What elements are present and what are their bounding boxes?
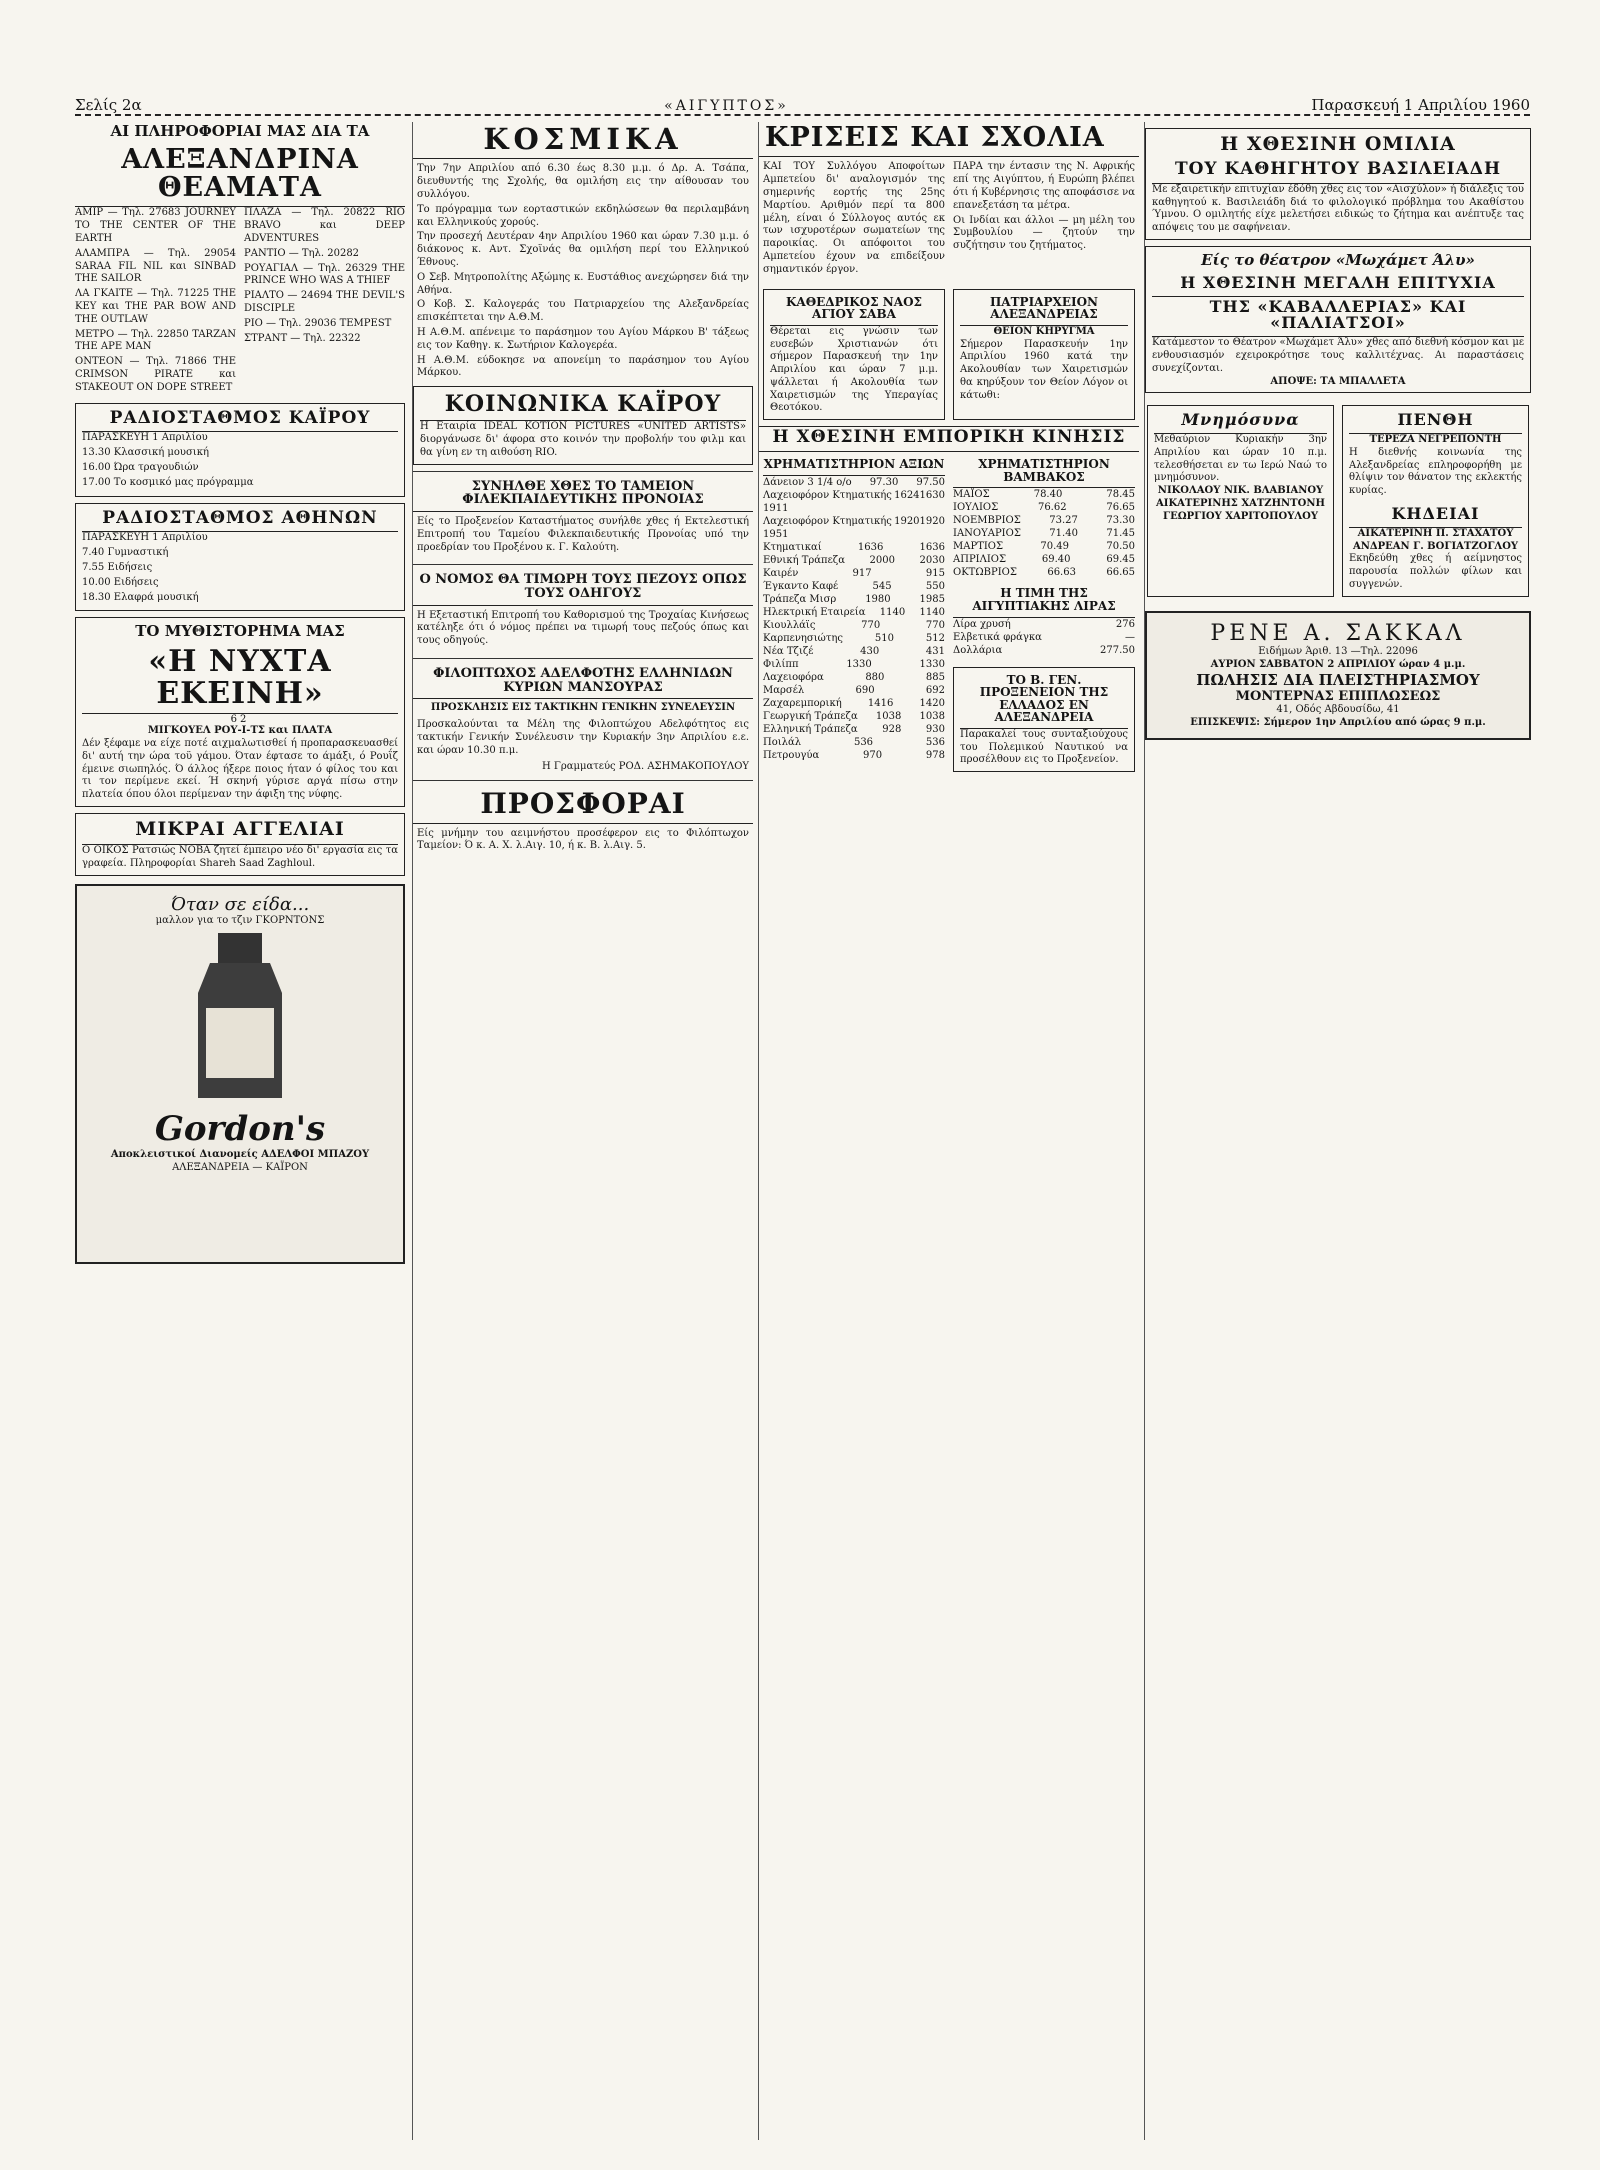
- radio-line: 17.00 Το κοσμικό μας πρόγραμμα: [82, 476, 254, 488]
- brotherhood-title: ΦΙΛΟΠΤΩΧΟΣ ΑΔΕΛΦΟΤΗΣ ΕΛΛΗΝΙΔΩΝ ΚΥΡΙΩΝ ΜΑΝΣΟΥΡΑΣ: [413, 665, 753, 699]
- table-cell: ΙΟΥΛΙΟΣ: [953, 502, 999, 514]
- table-cell: —: [1125, 631, 1135, 643]
- table-cell: 76.65: [1106, 502, 1135, 514]
- theater-head-1: Η ΧΘΕΣΙΝΗ ΜΕΓΑΛΗ ΕΠΙΤΥΧΙΑ: [1152, 273, 1524, 297]
- table-row: [953, 527, 1135, 540]
- ad-title: ΡΕΝΕ Α. ΣΑΚΚΑΛ: [1210, 620, 1466, 646]
- table-row: [763, 671, 945, 684]
- table-cell: 277.50: [1100, 644, 1135, 656]
- ad-subline: μαλλον για το τζιν ΓΚΟΡΝΤΟΝΣ: [155, 914, 325, 926]
- table-cell: 1416: [867, 697, 894, 709]
- table-row: [953, 644, 1135, 657]
- table-cell: 510: [874, 632, 894, 644]
- patriarchate-title: ΠΑΤΡΙΑΡΧΕΙΟΝ ΑΛΕΞΑΝΔΡΕΙΑΣ: [960, 294, 1128, 326]
- serial-name: «Η ΝΥΧΤΑ ΕΚΕΙΝΗ»: [82, 644, 398, 714]
- offers-title: ΠΡΟΣΦΟΡΑΙ: [413, 787, 753, 823]
- table-cell: 1985: [919, 593, 945, 605]
- lecture-title-1: Η ΧΘΕΣΙΝΗ ΟΜΙΛΙΑ: [1220, 133, 1456, 155]
- memorial-name-1: ΝΙΚΟΛΑΟΥ ΝΙΚ. ΒΛΑΒΙΑΝΟΥ: [1157, 485, 1324, 497]
- table-cell: ΑΠΡΙΛΙΟΣ: [953, 554, 1007, 566]
- table-cell: 1140: [919, 606, 945, 618]
- stocks-title: ΧΡΗΜΑΤΙΣΤΗΡΙΟΝ ΑΞΙΩΝ: [763, 456, 945, 476]
- table-cell: 1920: [919, 515, 945, 527]
- consulate-text: Παρακαλεί τους συνταξιούχους του Πολεμικού Ναυτικού να προσέλθουν εις το Προξενείον.: [960, 728, 1128, 766]
- radio-line: 7.40 Γυμναστική: [82, 547, 169, 559]
- news-item: Ο Σεβ. Μητροπολίτης Αξώμης κ. Ευστάθιος ανεχώρησεν διά την Αθήνα.: [417, 271, 749, 296]
- ad-tagline: Όταν σε είδα...: [170, 893, 310, 915]
- stocks-table: [763, 476, 945, 762]
- cinema-item: ΣΤΡΑΝΤ — Τηλ. 22322: [244, 332, 361, 344]
- column-1: [75, 122, 405, 2140]
- cotton-title: ΧΡΗΜΑΤΙΣΤΗΡΙΟΝ ΒΑΜΒΑΚΟΣ: [953, 456, 1135, 488]
- consulate-title: ΤΟ Β. ΓΕΝ. ΠΡΟΞΕΝΕΙΟΝ ΤΗΣ ΕΛΛΑΔΟΣ ΕΝ ΑΛΕΞΑΝΔΡΕΙΑ: [960, 672, 1128, 729]
- table-row: [763, 515, 945, 541]
- table-cell: Φιλίππ: [763, 658, 799, 670]
- table-row: [763, 710, 945, 723]
- social-cairo-box: [413, 386, 753, 464]
- cinema-item: ΑΛΑΜΠΡΑ — Τηλ. 29054 SARAA FIL NIL και SINBAD THE SAILOR: [75, 247, 236, 285]
- cinema-item: ΟΝΤΕΟΝ — Τηλ. 71866 THE CRIMSON PIRATE και STAKEOUT ON DOPE STREET: [75, 356, 236, 393]
- table-cell: 770: [925, 619, 945, 631]
- table-cell: ΙΑΝΟΥΑΡΙΟΣ: [953, 528, 1021, 540]
- table-cell: Πετρουγύα: [763, 749, 820, 761]
- cinema-item: ΡΑΝΤΙΟ — Τηλ. 20282: [244, 247, 360, 259]
- page-number: Σελίς 2α: [75, 96, 142, 114]
- table-cell: Λαχειοφόρον Κτηματικής 1911: [763, 489, 892, 514]
- mourning-title: ΠΕΝΘΗ: [1349, 410, 1522, 434]
- table-cell: Λαχειοφόρον Κτηματικής 1951: [763, 515, 892, 540]
- table-cell: 73.30: [1106, 515, 1135, 527]
- table-cell: ΜΑΡΤΙΟΣ: [953, 541, 1004, 553]
- theater-subtitle: ΑΠΟΨΕ: ΤΑ ΜΠΑΛΛΕΤΑ: [1270, 375, 1406, 387]
- table-cell: 928: [882, 723, 902, 735]
- auction-advertisement: [1145, 611, 1531, 740]
- gin-bottle-illustration: [170, 933, 310, 1103]
- table-row: [763, 684, 945, 697]
- ad-line-5: 41, Οδός Αβδουσίδω, 41: [1276, 704, 1400, 716]
- table-row: [953, 514, 1135, 527]
- ad-line-1: Ειδήμων Άριθ. 13 —Τηλ. 22096: [1258, 645, 1418, 657]
- serial-author: ΜΙΓΚΟΥΕΛ ΡΟΥ-Ι-ΤΣ και ΠΛΑΤΑ: [147, 725, 333, 737]
- table-row: [763, 697, 945, 710]
- ad-line-4: ΜΟΝΤΕΡΝΑΣ ΕΠΙΠΛΩΣΕΩΣ: [1235, 689, 1441, 705]
- classifieds-box: [75, 813, 405, 876]
- table-row: [763, 606, 945, 619]
- ad-line-6: ΕΠΙΣΚΕΨΙΣ: Σήμερον 1ην Απριλίου από ώρας 9 π.μ.: [1190, 717, 1486, 729]
- table-cell: 970: [863, 749, 883, 761]
- theatres-title-line1: ΑΙ ΠΛΗΡΟΦΟΡΙΑΙ ΜΑΣ ΔΙΑ ΤΑ: [110, 122, 370, 140]
- table-cell: Λίρα χρυσή: [953, 618, 1011, 630]
- table-cell: 76.62: [1037, 502, 1067, 514]
- table-row: [763, 541, 945, 554]
- radio-line: 7.55 Ειδήσεις: [82, 562, 153, 574]
- news-item: Το πρόγραμμα των εορταστικών εκδηλώσεων θα περιλαμβάνη και Ελληνικούς χορούς.: [417, 203, 749, 228]
- table-cell: 545: [872, 580, 892, 592]
- table-cell: Ζαχαρεμπορική: [763, 697, 842, 709]
- table-cell: Ποιλάλ: [763, 736, 802, 748]
- table-cell: Δολλάρια: [953, 644, 1003, 656]
- serial-text: Δέν ξέφαμε να είχε ποτέ αιχμαλωτισθεί ή προπαρασκευασθεί δι' αυτή την ώρα τοϋ γάμου. Όταν έφτασε το άμάξι, ό Ρουΐζ έμεινε σιωπηλός. Ό άλλος ήξερε ποιος ήταν ό φίλος του και τι τον περίμενε εκεί. Ή σκηνή γύρισε αργά πίσω στην πλατεία όπου όλοι περίμεναν την άφιξη της νύφης.: [82, 738, 398, 801]
- column-3: [758, 122, 1139, 2140]
- table-cell: 2030: [919, 554, 945, 566]
- table-row: [953, 631, 1135, 644]
- cotton-table: [953, 488, 1135, 579]
- table-cell: 1636: [919, 541, 945, 553]
- table-cell: 1038: [919, 710, 945, 722]
- table-row: [763, 580, 945, 593]
- table-cell: Ηλεκτρική Εταιρεία: [763, 606, 866, 618]
- table-row: [953, 618, 1135, 631]
- funerals-title: ΚΗΔΕΙΑΙ: [1349, 504, 1522, 528]
- table-cell: ΝΟΕΜΒΡΙΟΣ: [953, 515, 1021, 527]
- table-cell: 1630: [919, 489, 945, 501]
- table-cell: 880: [865, 671, 885, 683]
- theater-box: [1145, 246, 1531, 393]
- table-cell: 71.45: [1106, 528, 1135, 540]
- law-text: Η Εξεταστική Επιτροπή του Καθορισμού της Τροχαίας Κινήσεως κατέληξε ότι ό νόμος πρέπει να τιμωρή τους πεζούς όπως και τους οδηγούς.: [417, 609, 749, 647]
- theater-head-2: ΤΗΣ «ΚΑΒΑΛΛΕΡΙΑΣ» ΚΑΙ «ΠΑΛΙΑΤΣΟΙ»: [1152, 297, 1524, 338]
- table-row: [763, 632, 945, 645]
- prices-table: [953, 618, 1135, 657]
- comments-title: ΚΡΙΣΕΙΣ ΚΑΙ ΣΧΟΛΙΑ: [759, 122, 1139, 157]
- table-cell: Ελληνική Τράπεζα: [763, 723, 858, 735]
- table-cell: 770: [861, 619, 881, 631]
- cathedral-text: Θέρεται εις γνώσιν των ευσεβών Χριστιανών ότι σήμερον Παρασκευή την 1ην Απριλίου και ώραν 7 μ.μ. ψάλλεται ή Ακολουθία των Χαιρετισμών της Υπεραγίας Θεοτόκου.: [770, 325, 938, 414]
- cinema-item: ΛΑ ΓΚΑΙΤΕ — Τηλ. 71225 THE KEY και THE PAR BOW AND THE OUTLAW: [75, 288, 236, 325]
- patriarchate-text: Σήμερον Παρασκευήν 1ην Απριλίου 1960 κατά την Ακολουθίαν των Χαιρετισμών θα κηρύξουν τον Θείον Λόγον οι κάτωθι:: [960, 338, 1128, 401]
- table-row: [763, 645, 945, 658]
- lecture-title-2: ΤΟΥ ΚΑΘΗΓΗΤΟΥ ΒΑΣΙΛΕΙΑΔΗ: [1152, 159, 1524, 184]
- church-notices: [759, 283, 1139, 427]
- table-cell: 915: [925, 567, 945, 579]
- memorial-text: Μεθαύριον Κυριακήν 3ην Απριλίου και ώραν 10 π.μ. τελεσθήσεται εν τω Ιερώ Ναώ το μνημόσυνον.: [1154, 434, 1327, 484]
- cinema-listings: [75, 207, 405, 396]
- table-cell: Έγκαντο Καφέ: [763, 580, 839, 592]
- ad-line-2: ΑΥΡΙΟΝ ΣΑΒΒΑΤΟΝ 2 ΑΠΡΙΛΙΟΥ ώραν 4 μ.μ.: [1210, 658, 1466, 670]
- table-cell: 1636: [857, 541, 884, 553]
- table-cell: Κιουλλάϊς: [763, 619, 816, 631]
- table-cell: Καρπενησιώτης: [763, 632, 843, 644]
- table-cell: 917: [852, 567, 872, 579]
- memorial-title: Μνημόσυνα: [1154, 410, 1327, 434]
- notices-grid: [1145, 399, 1531, 603]
- brotherhood-signature: Η Γραμματεύς ΡΟΔ. ΑΣΗΜΑΚΟΠΟΥΛΟΥ: [542, 761, 749, 773]
- table-row: [953, 540, 1135, 553]
- brotherhood-text: Προσκαλούνται τα Μέλη της Φιλοπτώχου Αδελφότητος εις τακτικήν Γενικήν Συνέλευσιν την Κυριακήν 3ην Απριλίου ε.ε. και ώραν 10.30 π.μ.: [417, 719, 749, 756]
- table-cell: Νέα Τζιζέ: [763, 645, 814, 657]
- mourning-text: Η διεθνής κοινωνία της Αλεξανδρείας επληροφορήθη με θλίψιν τον θάνατον της εκλεκτής κυρίας.: [1349, 446, 1522, 497]
- table-cell: Ελβετικά φράγκα: [953, 631, 1042, 643]
- radio-line: 13.30 Κλασσική μουσική: [82, 447, 209, 459]
- classified-text: Ο ΟΙΚΟΣ Ρατσιώς ΝΟΒΑ ζητεί έμπειρο νέο δι' εργασία εις τα γραφεία. Πληροφορίαι Shareh Saad Zaghloul.: [82, 844, 398, 869]
- table-cell: ΜΑΪΟΣ: [953, 489, 990, 501]
- theatres-title-line2: ΑΛΕΞΑΝΔΡΙΝΑ ΘΕΑΜΑΤΑ: [75, 144, 405, 208]
- table-cell: Τράπεζα Μισρ: [763, 593, 837, 605]
- table-cell: 78.45: [1106, 489, 1135, 501]
- newspaper-name: «ΑΙΓΥΠΤΟΣ»: [664, 98, 789, 114]
- column-4: [1144, 122, 1531, 2140]
- table-row: [953, 566, 1135, 579]
- social-title: ΚΟΙΝΩΝΙΚΑ ΚΑΪΡΟΥ: [420, 391, 746, 421]
- theater-title: Είς το θέατρον «Μωχάμετ Άλυ»: [1201, 250, 1475, 269]
- table-cell: 1140: [879, 606, 906, 618]
- table-row: [763, 749, 945, 762]
- news-item: Η Α.Θ.Μ. εύδοκησε να απονείμη το παράσημον του Αγίου Μάρκου.: [417, 354, 749, 379]
- gordons-advertisement: [75, 884, 405, 1264]
- table-cell: 1624: [894, 489, 920, 501]
- table-row: [763, 658, 945, 671]
- table-cell: Καιρέν: [763, 567, 799, 579]
- table-cell: Δάνειον 3 1/4 ο/ο: [763, 476, 852, 488]
- radio-line: ΠΑΡΑΣΚΕΥΗ 1 Απριλίου: [82, 432, 208, 444]
- theater-text: Κατάμεστον το Θέατρον «Μωχάμετ Άλυ» χθες από διεθνή κόσμον και με ενθουσιασμόν εχειροκρότησε τους καλλιτέχνας. Αι παραστάσεις συνεχίζονται.: [1152, 337, 1524, 374]
- table-cell: 2000: [869, 554, 895, 566]
- lecture-text: Με εξαιρετικήν επιτυχίαν έδόθη χθες εις τον «Αισχύλον» ή διάλεξις του καθηγητού κ. Βασιλειάδη διά το φιλολογικό πρόβλημα του Ακαθίστου Ύμνου. Ο ομιλητής είχε μελετήσει ειδικώς το ζήτημα και ανέπτυξε τας απόψεις του με σαφήνειαν.: [1152, 183, 1524, 234]
- table-cell: 66.65: [1106, 567, 1135, 579]
- table-row: [763, 736, 945, 749]
- table-cell: 97.30: [869, 476, 899, 488]
- table-cell: 71.40: [1049, 528, 1078, 540]
- radio-line: 18.30 Ελαφρά μουσική: [82, 591, 199, 603]
- table-cell: 66.63: [1047, 567, 1076, 579]
- table-row: [763, 554, 945, 567]
- column-2: [412, 122, 753, 2140]
- table-cell: 70.49: [1040, 541, 1070, 553]
- table-row: [763, 489, 945, 515]
- table-row: [953, 553, 1135, 566]
- table-cell: 430: [860, 645, 880, 657]
- radio-athens-title: ΡΑΔΙΟΣΤΑΘΜΟΣ ΑΘΗΝΩΝ: [82, 508, 398, 533]
- memorial-name-3: ΓΕΩΡΓΙΟΥ ΧΑΡΙΤΟΠΟΥΛΟΥ: [1162, 510, 1319, 522]
- cinema-item: ΜΕΤΡΟ — Τηλ. 22850 TARZAN THE APE MAN: [75, 328, 236, 353]
- table-cell: 1420: [919, 697, 945, 709]
- memorial-name-2: ΑΙΚΑΤΕΡΙΝΗΣ ΧΑΤΖΗΝΤΟΝΗ: [1156, 498, 1325, 510]
- table-cell: ΟΚΤΩΒΡΙΟΣ: [953, 567, 1017, 579]
- table-cell: 930: [925, 723, 945, 735]
- cinema-item: ΠΛΑΖΑ — Τηλ. 20822 RIO BRAVO και DEEP ADVENTURES: [244, 207, 405, 245]
- table-cell: 1920: [894, 515, 920, 527]
- news-item: Την προσεχή Δευτέραν 4ην Απριλίου 1960 και ώραν 7.30 μ.μ. ό διάκονος κ. Αντ. Σχοϊνάς θα ομιλήση περί του Ελληνικού Έθνους.: [417, 231, 749, 269]
- serial-episode: 62: [230, 714, 250, 726]
- patriarchate-subtitle: ΘΕΙΟΝ ΚΗΡΥΓΜΑ: [993, 325, 1095, 337]
- brotherhood-subtitle: ΠΡΟΣΚΛΗΣΙΣ ΕΙΣ ΤΑΚΤΙΚΗΝ ΓΕΝΙΚΗΝ ΣΥΝΕΛΕΥΣΙΝ: [430, 702, 736, 714]
- news-item: Ο Κοβ. Σ. Καλογεράς του Πατριαρχείου της Αλεξανδρείας επισκέπτεται την Α.Θ.Μ.: [417, 299, 749, 324]
- funeral-text: Εκηδεύθη χθες ή αείμνηστος παρουσία πολλών φίλων και συγγενών.: [1349, 553, 1522, 591]
- table-cell: 536: [925, 736, 945, 748]
- table-cell: Κτηματικαί: [763, 541, 822, 553]
- funeral-name-1: ΑΙΚΑΤΕΡΙΝΗ Π. ΣΤΑΧΑΤΟΥ: [1357, 527, 1514, 539]
- table-cell: 97.50: [916, 476, 945, 488]
- law-title: Ο ΝΟΜΟΣ ΘΑ ΤΙΜΩΡΗ ΤΟΥΣ ΠΕΖΟΥΣ ΟΠΩΣ ΤΟΥΣ ΟΔΗΓΟΥΣ: [413, 571, 753, 605]
- ad-line-3: ΠΩΛΗΣΙΣ ΔΙΑ ΠΛΕΙΣΤΗΡΙΑΣΜΟΥ: [1196, 671, 1480, 690]
- serial-title: ΤΟ ΜΥΘΙΣΤΟΡΗΜΑ ΜΑΣ: [135, 622, 345, 641]
- table-cell: 885: [925, 671, 945, 683]
- society-title: ΚΟΣΜΙΚΑ: [413, 122, 753, 159]
- table-cell: 276: [1115, 618, 1135, 630]
- table-row: [763, 567, 945, 580]
- table-row: [763, 593, 945, 606]
- table-cell: Λαχειοφόρα: [763, 671, 824, 683]
- table-cell: 73.27: [1049, 515, 1078, 527]
- comment-paragraph: ΠΑΡΑ την έντασιν της Ν. Αφρικής επί της Αιγύπτου, ή Ευρώπη βλέπει ότι ή Κυβέρνησις της αποφάσισε να επανεξετάση τα μέτρα.: [953, 161, 1135, 211]
- table-cell: 78.40: [1033, 489, 1063, 501]
- table-cell: Εθνική Τράπεζα: [763, 554, 845, 566]
- ad-agent: Αποκλειστικοί Διανομείς ΑΔΕΛΦΟΙ ΜΠΑΖΟΥ: [110, 1149, 370, 1161]
- radio-cairo-title: ΡΑΔΙΟΣΤΑΘΜΟΣ ΚΑΪΡΟΥ: [82, 408, 398, 433]
- radio-line: ΠΑΡΑΣΚΕΥΗ 1 Απριλίου: [82, 532, 208, 544]
- funeral-name-2: ΑΝΔΡΕΑΝ Γ. ΒΟΓΙΑΤΖΟΓΛΟΥ: [1352, 540, 1519, 552]
- table-cell: 69.40: [1041, 554, 1071, 566]
- mourning-name: ΤΕΡΕΖΑ ΝΕΓΡΕΠΟΝΤΗ: [1369, 434, 1502, 446]
- news-item: Η Α.Θ.Μ. απένειμε το παράσημον του Αγίου Μάρκου Β' τάξεως εις τον Καθηγ. κ. Σωτήριον Καλογερέα.: [417, 327, 749, 351]
- radio-line: 16.00 Ώρα τραγουδιών: [82, 462, 199, 474]
- table-row: [763, 723, 945, 736]
- masthead: [75, 88, 1530, 116]
- lecture-box: [1145, 128, 1531, 240]
- serial-box: [75, 617, 405, 807]
- prices-title: Η ΤΙΜΗ ΤΗΣ ΑΙΓΥΠΤΙΑΚΗΣ ΛΙΡΑΣ: [953, 585, 1135, 617]
- table-cell: 1330: [919, 658, 945, 670]
- table-cell: 1330: [846, 658, 872, 670]
- table-cell: 69.45: [1106, 554, 1135, 566]
- news-item: Την 7ην Απριλίου από 6.30 έως 8.30 μ.μ. ό Δρ. Α. Τσάπα, διευθυντής της Σχολής, θα ομιλήση εις την αίθουσαν του συλλόγου.: [417, 163, 749, 201]
- ad-brand: Gordon's: [154, 1109, 326, 1150]
- comments-text: [759, 157, 1139, 282]
- table-cell: 690: [855, 684, 875, 696]
- table-row: [763, 619, 945, 632]
- table-cell: 550: [925, 580, 945, 592]
- radio-cairo-box: [75, 403, 405, 497]
- cinema-item: ΡΙΑΛΤΟ — 24694 THE DEVIL'S DISCIPLE: [244, 290, 405, 315]
- table-cell: 692: [925, 684, 945, 696]
- meeting-title: ΣΥΝΗΛΘΕ ΧΘΕΣ ΤΟ ΤΑΜΕΙΟΝ ΦΙΛΕΚΠΑΙΔΕΥΤΙΚΗΣ ΠΡΟΝΟΙΑΣ: [413, 478, 753, 512]
- radio-line: 10.00 Ειδήσεις: [82, 576, 159, 588]
- table-cell: Μαρσέλ: [763, 684, 805, 696]
- society-news: [413, 159, 753, 380]
- cinema-item: ΡΟΥΑΓΙΑΛ — Τηλ. 26329 THE PRINCE WHO WAS A THIEF: [244, 262, 405, 287]
- ad-city: ΑΛΕΞΑΝΔΡΕΙΑ — ΚΑΪΡΟΝ: [172, 1162, 308, 1174]
- market-tables: [759, 452, 1139, 782]
- table-row: [953, 488, 1135, 501]
- cathedral-title: ΚΑΘΕΔΡΙΚΟΣ ΝΑΟΣ ΑΓΙΟΥ ΣΑΒΑ: [770, 294, 938, 326]
- table-cell: 1038: [875, 710, 902, 722]
- cinema-item: ΡΙΟ — Τηλ. 29036 TEMPEST: [244, 317, 392, 329]
- radio-athens-box: [75, 503, 405, 612]
- meeting-text: Είς το Προξενείον Καταστήματος συνήλθε χθες ή Εκτελεστική Επιτροπή του Ταμείου Φιλεκπαιδευτικής Προνοίας υπό την προεδρίαν του Προξένου κ. Γ. Καλούτη.: [417, 515, 749, 553]
- comment-paragraph: ΚΑΙ ΤΟΥ Συλλόγου Αποφοίτων Αμπετείου δι' αναλογισμόν της σημερινής εορτής της 25ης Μαρτίου. Αριθμόν περί τα 800 μέλη, είναι ό Σύλλογος αυτός εκ των ισχυροτέρων σωματείων της παροικίας. Οι απόφοιτοι του Αμπετείου έχουν να επιδείξουν σημαντικόν έργον.: [763, 161, 945, 275]
- table-cell: 1980: [865, 593, 891, 605]
- issue-date: Παρασκευή 1 Απριλίου 1960: [1311, 96, 1530, 114]
- comment-paragraph: Οι Ινδίαι και άλλοι — μη μέλη του Συμβουλίου — ζητούν την συζήτησιν του ζητήματος.: [953, 214, 1135, 252]
- trade-title: Η ΧΘΕΣΙΝΗ ΕΜΠΟΡΙΚΗ ΚΙΝΗΣΙΣ: [759, 426, 1139, 452]
- table-row: [763, 476, 945, 489]
- social-text: Η Εταιρία IDEAL KOTION PICTURES «UNITED ARTISTS» διοργάνωσε δι' άφορα στο κοινόν την προβολήν του φιλμ και θα γίνη εν τη αιθούση RIO.: [420, 421, 746, 458]
- table-cell: Γεωργική Τράπεζα: [763, 710, 858, 722]
- cinema-item: ΑΜΙΡ — Τηλ. 27683 JOURNEY TO THE CENTER OF THE EARTH: [75, 207, 236, 245]
- table-cell: 536: [853, 736, 874, 748]
- table-row: [953, 501, 1135, 514]
- classifieds-title: ΜΙΚΡΑΙ ΑΓΓΕΛΙΑΙ: [82, 818, 398, 845]
- offers-text: Είς μνήμην του αειμνήστου προσέφερον εις το Φιλόπτωχον Ταμείον: Ό κ. Α. Χ. λ.Αιγ. 10, ή κ. Β. λ.Αιγ. 5.: [417, 827, 749, 852]
- table-cell: 512: [925, 632, 945, 644]
- table-cell: 431: [925, 645, 945, 657]
- table-cell: 70.50: [1106, 541, 1135, 553]
- table-cell: 978: [925, 749, 945, 761]
